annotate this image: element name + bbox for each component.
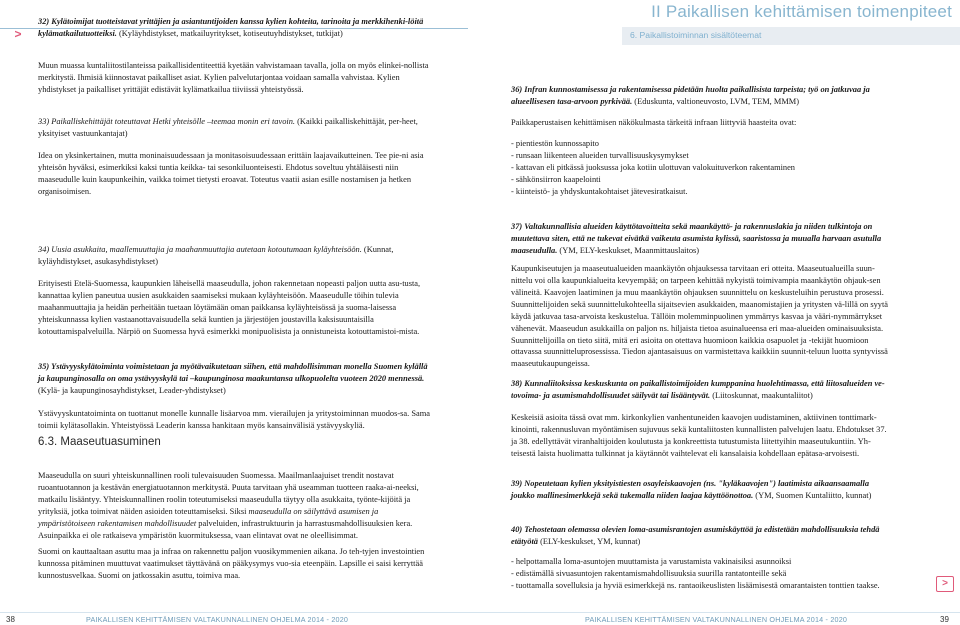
item-40 (511, 524, 893, 548)
list-item: - pientiestön kunnossapito (511, 138, 893, 150)
item-35-actors: (Kylä- ja kaupunginosayhdistykset, Leader-yhdistykset) (38, 385, 226, 395)
loma-asuminen-list (511, 556, 921, 592)
item-35-lead: 35) Ystävyyskylätoiminta voimistetaan ja myötävaikutetaan siihen, että mahdollisimman monella Suomen kylällä ja kaupunginosalla on oma ystävyyskylä tai –kaupunginosa maakuntansa ulkopuolelta vuoteen 2020 mennessä. (38, 362, 428, 383)
item-32-actors: (Kyläyhdistykset, matkailuyritykset, kotiseutuyhdistykset, tutkijat) (116, 28, 343, 38)
item-39-actors: (YM, Suomen Kuntaliitto, kunnat) (753, 490, 872, 500)
item-34-actors: (Kunnat, kyläyhdistykset, asukasyhdistykset) (38, 245, 394, 266)
list-item: - helpottamalla loma-asuntojen muuttamista ja varustamista vakinaisiksi asunnoiksi (511, 556, 921, 568)
item-38-actors: (Liitoskunnat, maakuntaliitot) (710, 390, 813, 400)
item-37-lead: 37) Valtakunnallisia alueiden käyttötavoitteita sekä maankäyttö- ja rakennuslakia ja niiden tulkintoja on muutettava siten, että ne tukevat eivätkä vaikeuta asumista kylissä, saaristossa ja muualla harvaan asutulla maaseudulla. (511, 222, 882, 255)
item-40-actors: (ELY-keskukset, YM, kunnat) (537, 536, 641, 546)
item-35 (38, 361, 430, 397)
item-33-lead: 33) Paikalliskehittäjät toteuttavat Hetki yhteisölle –teemaa monin eri tavoin. (38, 117, 296, 126)
item-38 (511, 378, 893, 402)
section-heading-6-3: 6.3. Maaseutuasuminen (38, 436, 161, 448)
item-33 (38, 116, 430, 140)
list-item: - edistämällä sivuasuntojen rakentamismahdollisuuksia suurilla rantatonteille sekä (511, 568, 921, 580)
list-item: - runsaan liikenteen alueiden turvallisuuskysymykset (511, 150, 893, 162)
item-39-lead: 39) Nopeutetaan kylien yksityistiesten osayleiskaavojen (ns. "kyläkaavojen") laatimista aikaansaamalla joukko mallinesimerkkejä sekä tukemalla niiden laajaa käyttöönottoa. (511, 479, 870, 500)
item-36-lead: 36) Infran kunnostamisessa ja rakentamisessa pidetään huolta paikallisista tarpeista; työ on jatkuvaa ja alueellisesen tasa-arvoon pyrkivää. (511, 85, 870, 106)
list-item: - sähkönsiirron kaapelointi (511, 174, 893, 186)
item-36 (511, 84, 893, 108)
page-number-left: 38 (6, 615, 15, 624)
list-item: - kiinteistö- ja yhdyskuntakohtaiset jätevesiratkaisut. (511, 186, 893, 198)
list-item: - kattavan eli pitkässä juoksussa joka kotiin ulottuvan valokuituverkon rakentaminen (511, 162, 893, 174)
footer-title-left: PAIKALLISEN KEHITTÄMISEN VALTAKUNNALLINEN OHJELMA 2014 - 2020 (86, 615, 349, 624)
page-title: II Paikallisen kehittämisen toimenpiteet (651, 2, 952, 21)
item-34 (38, 244, 430, 268)
item-34-lead: 34) Uusia asukkaita, maallemuuttajia ja maahanmuuttajia autetaan kotoutumaan kyläyhteisöön. (38, 245, 362, 254)
item-32-lead: 32) Kylätoimijat tuotteistavat yrittäjien ja asiantuntijoiden kanssa kylien kohteita, tarinoita ja merkkihenki-löitä kylämatkailutuotteiksi. (38, 17, 424, 38)
page-number-right: 39 (940, 615, 949, 624)
paragraph-kylamatkailu: Muun muassa kuntaliitostilanteissa paikallisidentiteettiä kyetään vahvistamaan tavalla, jolla on myös elinkei-nollista merkitystä. Ihmisiä kiinnostavat paikalliset asiat. Kylien palvelutarjontaa voidaan samalla vahvistaa. Kylien yhdistykset ja paikalliset yrittäjät edistävät kylämatkailua tiiviissä yhteistyössä. (38, 61, 429, 94)
footer-rule (0, 612, 960, 613)
paragraph-hetki: Idea on yksinkertainen, mutta moninaisuudessaan ja monitasoisuudessaan erittäin laajavaikutteinen. Tee pie-ni asia yhteisön hyväksi, esimerkiksi kaksi tuntia keikka- tai sesonkiluonteisesti. Ehdotus soveltuu yhtäläisesti niin maaseudulle kuin kaupunkeihin, vaikka toimet tietysti eroavat. Toteutus vaatii asian esille nostamisen ja hetken organisoimisen. (38, 151, 424, 196)
item-32 (38, 16, 430, 40)
item-39 (511, 478, 893, 502)
paragraph-maankaytto: Kaupunkiseutujen ja maaseutualueiden maankäytön ohjauksessa tarvitaan eri otteita. Maaseutualueilla suun-nittelu voi olla kaupunkialueita kevyempää; on tarpeen kehittää nykyistä toimivampia maankäytön ohjauk-sen välineitä. Kaavojen laatiminen ja muu maankäytön ohjauksen suunnittelu on keskusteluihin perustuva prosessi. Suunnittelijoiden sekä suunnittelukohteella sijaitsevien asukkaiden, maanomistajien ja yritysten vä-lillä on syytä käydä jatkuvaa tasa-arvoista keskustelua. Tällöin molemminpuolinen ymmärrys kasvaa ja vääri-nymmärrykset vähenevät. Maaseudun asukkailla on paljon ns. hiljaista tietoa asuinalueensa eri maa-alueiden ominaisuuksista. Suunnittelijoilla on tieto siitä, mitä eri asioita on otettava huomioon kaikkia osapuolet ja -tekijät huomioon ottavassa suunnitteluprosessissa. Tiedon ajantasaisuus on varmistettava kaikkiin suunnit-teluun luotta syntyvissä maaseutukaupungeissa. (511, 264, 889, 369)
item-37-actors: (YM, ELY-keskukset, Maanmittauslaitos) (557, 245, 700, 255)
chevron-right-icon[interactable]: > (14, 27, 22, 42)
paragraph-maaseutu-emphasis: maaseudulla on säilyttävä asumisen ja ympäristötoiseen rakentamisen mahdollisuudet (38, 506, 379, 528)
item-36-actors: (Eduskunta, valtioneuvosto, LVM, TEM, MMM) (632, 96, 800, 106)
paragraph-infra: Suomi on kauttaaltaan asuttu maa ja infraa on rakennettu paljon vuosikymmenien aikana. Jo teh-tyjen investointien kunnossa pitäminen muuttuvat vaatimukset täyttävänä on pääkysymys vuo-sia eteenpäin. Lapsille ei saisi kerryttää kunnostusvelkaa. Suomi on jatkossakin asuttu, toimiva maa. (38, 547, 425, 580)
paragraph-maaseutu (38, 470, 430, 542)
section-tag: 6. Paikallistoiminnan sisältöteemat (630, 30, 762, 40)
paragraph-maaseutu-start: Maaseudulla on suuri yhteiskunnallinen rooli tulevaisuuden Suomessa. Maailmanlaajuiset trendit nostavat ruoantuotannon ja kestävän energiatuotannon merkitystä. Puuta tarvitaan yhä useamman tuotteen raaka-ai-neeksi, matkailu lisääntyy. Yhteiskunnallinen roolin toteutumiseksi maaseudulla täytyy olla asukkaita, työnte-kijöitä ja yrityksiä, jotka toimivat näiden asioiden toteuttamiseksi. Siksi (38, 471, 419, 516)
item-33-actors: (Kaikki paikalliskehittäjät, per-heet, yksityiset vastuunkantajat) (38, 117, 418, 138)
footer-title-right: PAIKALLISEN KEHITTÄMISEN VALTAKUNNALLINEN OHJELMA 2014 - 2020 (585, 615, 848, 624)
list-item: - tuottamalla sovelluksia ja hyviä esimerkkejä ns. rantaoikeuslisten lisäämisestä omarantaisten tonttien taakse. (511, 580, 921, 592)
item-38-lead: 38) Kunnaliitoksissa keskuskunta on paikallistoimijoiden kumppanina huolehtimassa, että liitosalueiden ve-tovoima- ja asumismahdollisuudet säilyvät tai lisääntyvät. (511, 379, 885, 400)
infra-challenges-list (511, 138, 893, 198)
item-40-lead: 40) Tehostetaan olemassa olevien loma-asumisrantojen asumiskäyttöä ja edistetään mahdollisuuksia tehdä etätyötä (511, 525, 880, 546)
chevron-right-icon[interactable]: > (936, 576, 954, 592)
paragraph-kuntaliitokset: Keskeisiä asioita tässä ovat mm. kirkonkylien vanhentuneiden kaavojen uudistaminen, aktiivinen tonttimark-kinointi, rakennusluvan myöntämisen sujuvuus sekä kuntaliitosten kunnallisten palvelujen laatu. Ehdotukset 37. ja 38. edellyttävät viranhaltijoiden koulutusta ja konkreettista tutustumista liitettyihin maaseutukuntiin. Yh-teisestä laista huolimatta tulkinnat ja käytännöt vaihtelevat eli kansalaisia kohdellaan epätasa-arvoisesti. (511, 413, 887, 458)
paragraph-maaseutu-end: palveluiden, infrastruktuurin ja harrastusmahdollisuuksien kera. Asuinpaikka ei ole ratkaiseva ympäristön kuormituksessa, vaan elintavat ovat ne oleellisimmat. (38, 518, 413, 540)
paragraph-haasteet: Paikkaperustaisen kehittämisen näkökulmasta tärkeitä infraan liittyviä haasteita ovat: (511, 118, 797, 127)
paragraph-ystavyys: Ystävyyskuntatoiminta on tuottanut monelle kunnalle lisäarvoa mm. vierailujen ja yritystoiminnan muodos-sa. Sama toimii kylätasollakin. Yhteistyössä Leaderin kanssa hankitaan myös kansainvälisiä ystävyyskyliä. (38, 409, 430, 430)
paragraph-kotoutuminen: Erityisesti Etelä-Suomessa, kaupunkien läheisellä maaseudulla, johon rakennetaan nopeasti paljon uutta asu-tusta, kannattaa kylien paneutua uusien asukkaiden saamiseksi mukaan kyläyhteisöön. Maaseudulle töihin tulevia maahanmuuttajia ja heidän perheitään tuetaan löytämään oman paikkansa kyläyhteisössä ja suoma-laisessa yhteiskunnassa kylien vastaanottavaisuudella sekä kuntien ja järjestöjen joustavilla kaksisuuntaisilla kotouttamispalveluilla. Närpiö on Suomessa hyvä esimerkki monipuolisista ja onnistuneista kotouttamistoi-mista. (38, 279, 421, 336)
item-37 (511, 221, 893, 257)
